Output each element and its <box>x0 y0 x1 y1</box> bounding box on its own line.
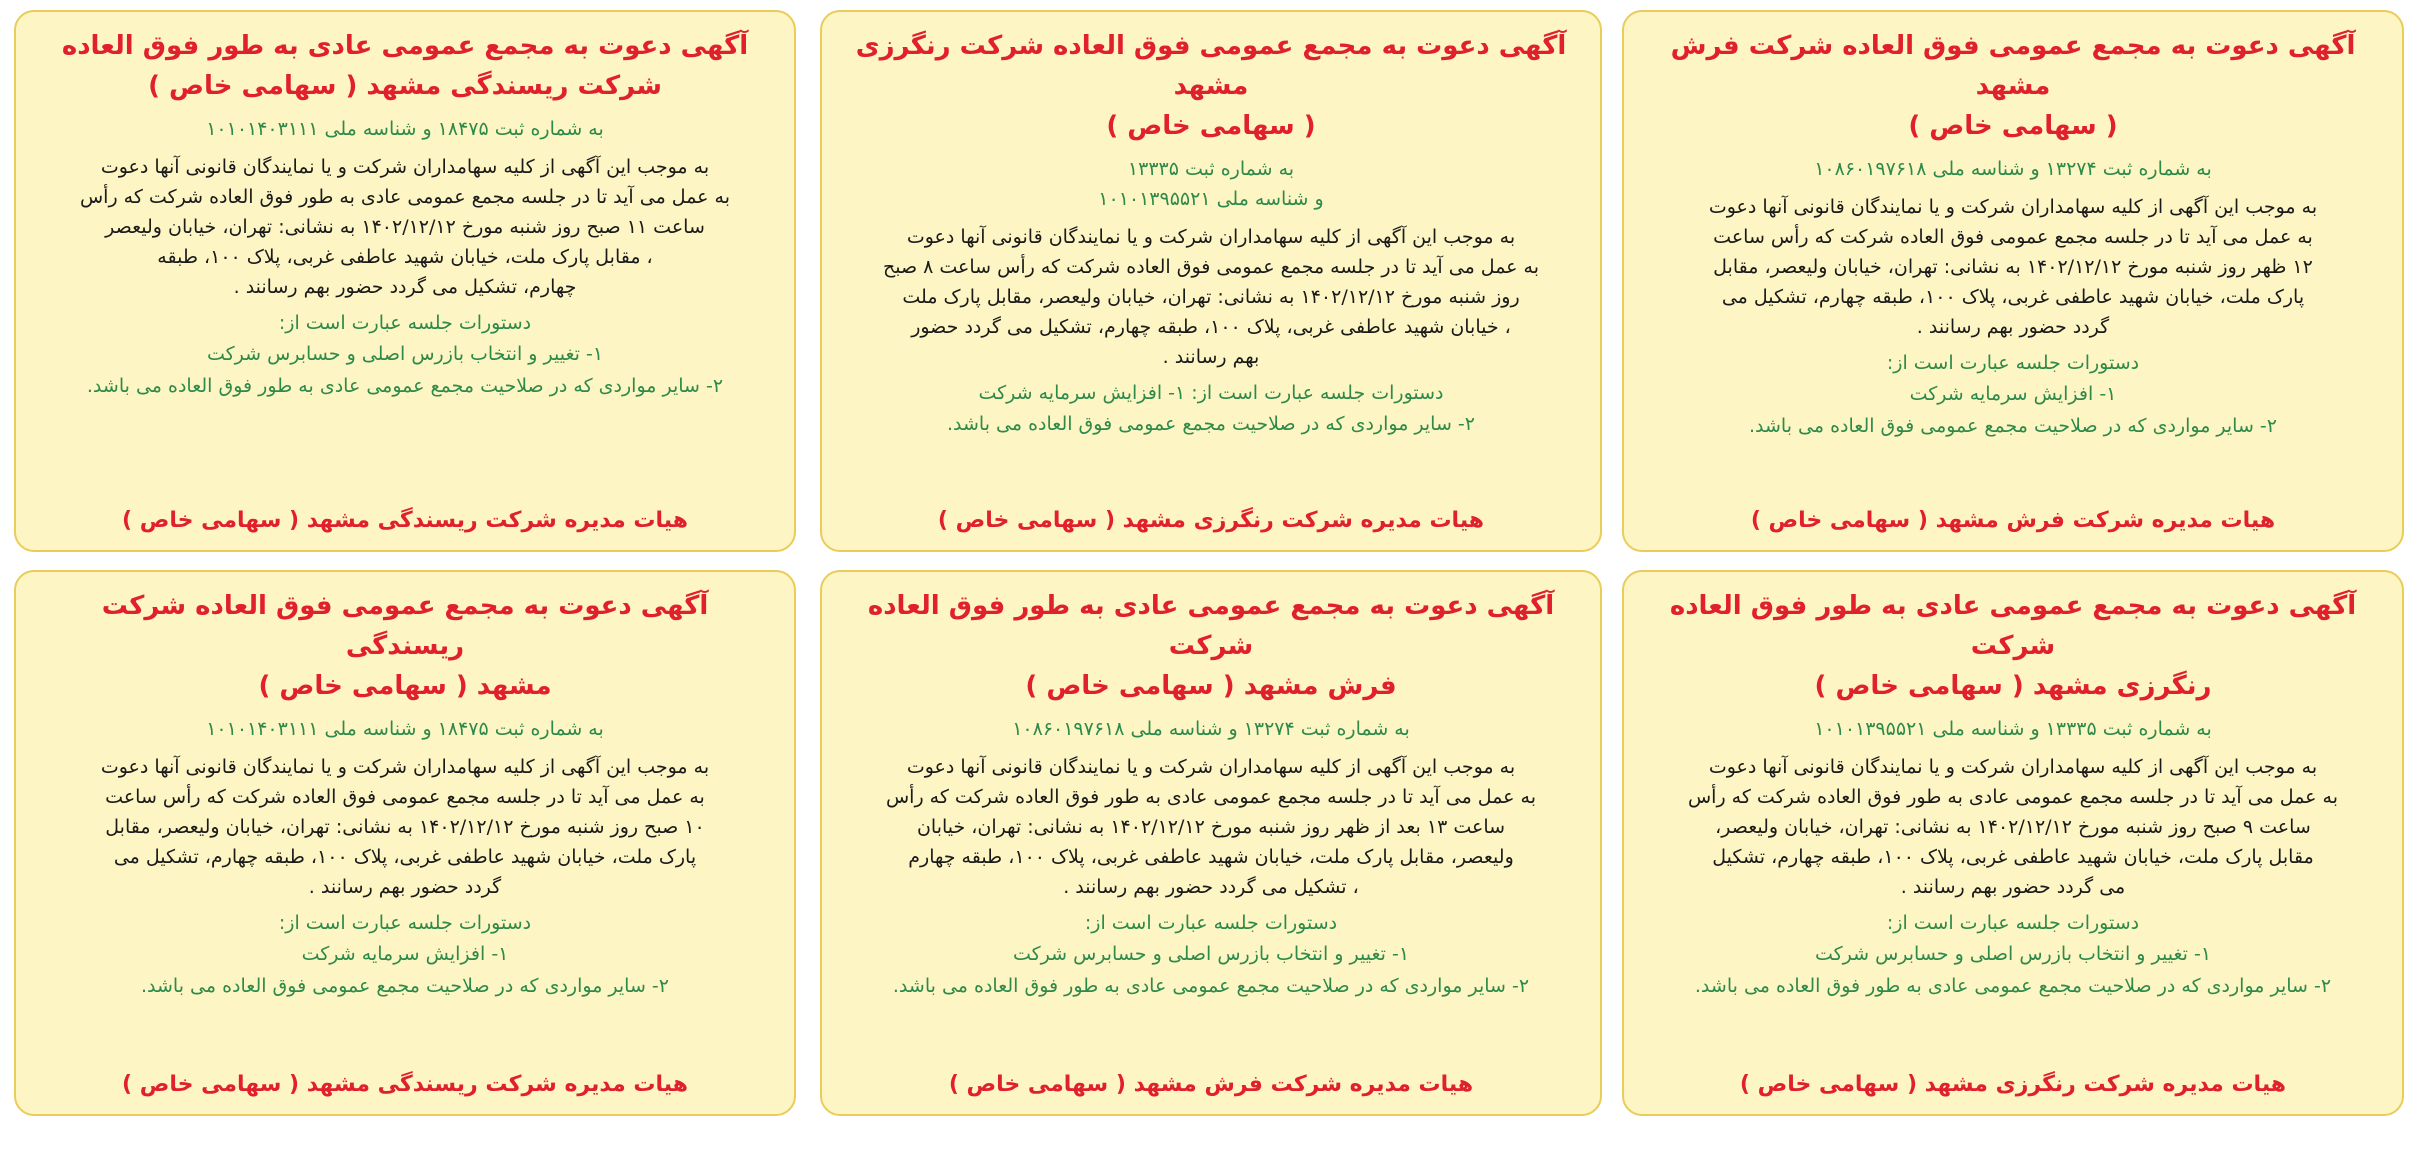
notice-card-farsh-ordinary <box>820 570 1602 1116</box>
agenda-item: ۲- سایر مواردی که در صلاحیت مجمع عمومی فوق العاده می باشد. <box>140 975 670 997</box>
agenda-heading: دستورات جلسه عبارت است از: ۱- افزایش سرمایه شرکت <box>978 382 1444 404</box>
agenda-item: ۲- سایر مواردی که در صلاحیت مجمع عمومی فوق العاده می باشد. <box>1748 415 2278 437</box>
agenda-item: ۲- سایر مواردی که در صلاحیت مجمع عمومی فوق العاده می باشد. <box>946 413 1476 435</box>
notice-title: آگهی دعوت به مجمع عمومی عادی به طور فوق العاده شرکت ریسندگی مشهد ( سهامی خاص ) <box>61 31 749 101</box>
notice-body: به موجب این آگهی از کلیه سهامداران شرکت و یا نمایندگان قانونی آنها دعوت به عمل می آید تا در جلسه مجمع عمومی فوق العاده شرکت که رأس ساعت ۱۰ صبح روز شنبه مورخ ۱۴۰۲/۱۲/۱۲ به نشانی: تهران، خیابان ولیعصر، مقابل پارک ملت، خیابان شهید عاطفی غربی، پلاک ۱۰۰، طبقه چهارم، تشکیل می گردد حضور بهم رسانند . <box>100 756 710 898</box>
registration-info: به شماره ثبت ۱۳۲۷۴ و شناسه ملی ۱۰۸۶۰۱۹۷۶۱۸ <box>1012 718 1410 740</box>
notice-title: آگهی دعوت به مجمع عمومی فوق العاده شرکت ریسندگی مشهد ( سهامی خاص ) <box>101 591 709 701</box>
notice-body: به موجب این آگهی از کلیه سهامداران شرکت و یا نمایندگان قانونی آنها دعوت به عمل می آید تا در جلسه مجمع عمومی عادی به طور فوق العاده شرکت که رأس ساعت ۱۳ بعد از ظهر روز شنبه مورخ ۱۴۰۲/۱۲/۱۲ به نشانی: تهران، خیابان ولیعصر، مقابل پارک ملت، خیابان شهید عاطفی غربی، پلاک ۱۰۰، طبقه چهارم ، تشکیل می گردد حضور بهم رسانند . <box>885 756 1537 898</box>
agenda-heading: دستورات جلسه عبارت است از: <box>1084 912 1338 934</box>
agenda-heading: دستورات جلسه عبارت است از: <box>1886 912 2140 934</box>
notice-title: آگهی دعوت به مجمع عمومی فوق العاده شرکت رنگرزی مشهد ( سهامی خاص ) <box>855 31 1567 141</box>
notice-body: به موجب این آگهی از کلیه سهامداران شرکت و یا نمایندگان قانونی آنها دعوت به عمل می آید تا در جلسه مجمع عمومی فوق العاده شرکت که رأس ساعت ۱۲ ظهر روز شنبه مورخ ۱۴۰۲/۱۲/۱۲ به نشانی: تهران، خیابان ولیعصر، مقابل پارک ملت، خیابان شهید عاطفی غربی، پلاک ۱۰۰، طبقه چهارم، تشکیل می گردد حضور بهم رسانند . <box>1708 196 2318 338</box>
registration-info: به شماره ثبت ۱۳۳۳۵ و شناسه ملی ۱۰۱۰۱۳۹۵۵۲۱ <box>1098 158 1324 210</box>
agenda-item: ۱- تغییر و انتخاب بازرس اصلی و حسابرس شرکت <box>1814 943 2212 965</box>
notice-title: آگهی دعوت به مجمع عمومی فوق العاده شرکت فرش مشهد ( سهامی خاص ) <box>1670 31 2356 141</box>
registration-info: به شماره ثبت ۱۳۲۷۴ و شناسه ملی ۱۰۸۶۰۱۹۷۶۱۸ <box>1814 158 2212 180</box>
notice-card-rangrazi-extraordinary <box>820 10 1602 552</box>
agenda-heading: دستورات جلسه عبارت است از: <box>278 312 532 334</box>
notice-body: به موجب این آگهی از کلیه سهامداران شرکت و یا نمایندگان قانونی آنها دعوت به عمل می آید تا در جلسه مجمع عمومی عادی به طور فوق العاده شرکت که رأس ساعت ۱۱ صبح روز شنبه مورخ ۱۴۰۲/۱۲/۱۲ به نشانی: تهران، خیابان ولیعصر ، مقابل پارک ملت، خیابان شهید عاطفی غربی، پلاک ۱۰۰، طبقه چهارم، تشکیل می گردد حضور بهم رسانند . <box>79 156 731 298</box>
signature: هیات مدیره شرکت ریسندگی مشهد ( سهامی خاص ) <box>122 508 688 533</box>
notice-card-risandegi-ordinary <box>14 10 796 552</box>
signature: هیات مدیره شرکت رنگرزی مشهد ( سهامی خاص ) <box>937 508 1485 533</box>
agenda-item: ۱- افزایش سرمایه شرکت <box>301 943 509 965</box>
notice-card-farsh-extraordinary <box>1622 10 2404 552</box>
signature: هیات مدیره شرکت فرش مشهد ( سهامی خاص ) <box>1750 508 2276 533</box>
notice-card-risandegi-extraordinary <box>14 570 796 1116</box>
agenda-heading: دستورات جلسه عبارت است از: <box>278 912 532 934</box>
agenda-item: ۱- تغییر و انتخاب بازرس اصلی و حسابرس شرکت <box>206 343 604 365</box>
signature: هیات مدیره شرکت رنگرزی مشهد ( سهامی خاص ) <box>1739 1072 2287 1097</box>
agenda-item: ۲- سایر مواردی که در صلاحیت مجمع عمومی عادی به طور فوق العاده می باشد. <box>1694 975 2332 997</box>
signature: هیات مدیره شرکت ریسندگی مشهد ( سهامی خاص ) <box>122 1072 688 1097</box>
agenda-heading: دستورات جلسه عبارت است از: <box>1886 352 2140 374</box>
registration-info: به شماره ثبت ۱۳۳۳۵ و شناسه ملی ۱۰۱۰۱۳۹۵۵۲۱ <box>1814 718 2212 740</box>
notice-card-rangrazi-ordinary <box>1622 570 2404 1116</box>
agenda-item: ۱- افزایش سرمایه شرکت <box>1909 383 2117 405</box>
notice-title: آگهی دعوت به مجمع عمومی عادی به طور فوق العاده شرکت رنگرزی مشهد ( سهامی خاص ) <box>1669 591 2357 701</box>
agenda-item: ۲- سایر مواردی که در صلاحیت مجمع عمومی عادی به طور فوق العاده می باشد. <box>86 375 724 397</box>
notice-body: به موجب این آگهی از کلیه سهامداران شرکت و یا نمایندگان قانونی آنها دعوت به عمل می آید تا در جلسه مجمع عمومی فوق العاده شرکت که رأس ساعت ۸ صبح روز شنبه مورخ ۱۴۰۲/۱۲/۱۲ به نشانی: تهران، خیابان ولیعصر، مقابل پارک ملت ، خیابان شهید عاطفی غربی، پلاک ۱۰۰، طبقه چهارم، تشکیل می گردد حضور بهم رسانند . <box>882 226 1540 368</box>
agenda-item: ۱- تغییر و انتخاب بازرس اصلی و حسابرس شرکت <box>1012 943 1410 965</box>
notice-body: به موجب این آگهی از کلیه سهامداران شرکت و یا نمایندگان قانونی آنها دعوت به عمل می آید تا در جلسه مجمع عمومی عادی به طور فوق العاده شرکت که رأس ساعت ۹ صبح روز شنبه مورخ ۱۴۰۲/۱۲/۱۲ به نشانی: تهران، خیابان ولیعصر، مقابل پارک ملت، خیابان شهید عاطفی غربی، پلاک ۱۰۰، طبقه چهارم، تشکیل می گردد حضور بهم رسانند . <box>1687 756 2339 898</box>
notice-title: آگهی دعوت به مجمع عمومی عادی به طور فوق العاده شرکت فرش مشهد ( سهامی خاص ) <box>867 591 1555 701</box>
signature: هیات مدیره شرکت فرش مشهد ( سهامی خاص ) <box>948 1072 1474 1097</box>
registration-info: به شماره ثبت ۱۸۴۷۵ و شناسه ملی ۱۰۱۰۱۴۰۳۱۱۱ <box>206 118 604 140</box>
agenda-item: ۲- سایر مواردی که در صلاحیت مجمع عمومی عادی به طور فوق العاده می باشد. <box>892 975 1530 997</box>
registration-info: به شماره ثبت ۱۸۴۷۵ و شناسه ملی ۱۰۱۰۱۴۰۳۱۱۱ <box>206 718 604 740</box>
